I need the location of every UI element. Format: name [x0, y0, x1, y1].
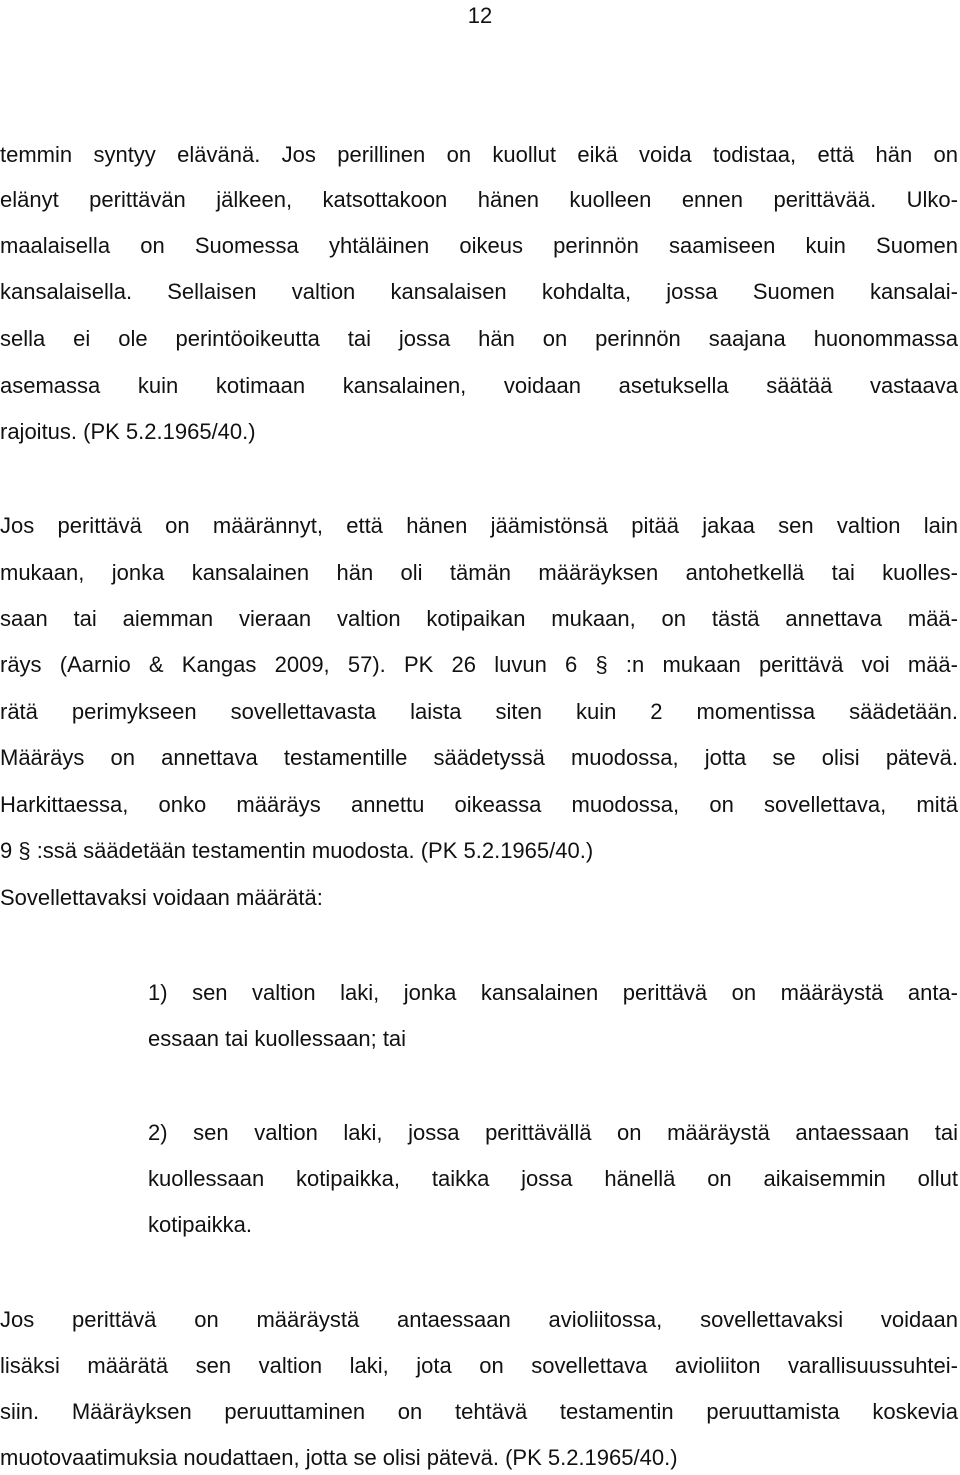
text-line: Määräys on annettava testamentille säädetyssä muodossa, jotta se olisi pätevä. [0, 745, 958, 770]
text-line: 2) sen valtion laki, jossa perittävällä on määräystä antaessaan tai [148, 1120, 958, 1145]
text-line: räys (Aarnio & Kangas 2009, 57). PK 26 luvun 6 § :n mukaan perittävä voi mää- [0, 652, 958, 677]
text-line: kansalaisella. Sellaisen valtion kansalaisen kohdalta, jossa Suomen kansalai- [0, 279, 958, 304]
text-line: siin. Määräyksen peruuttaminen on tehtävä testamentin peruuttamista koskevia [0, 1399, 958, 1424]
text-line: Sovellettavaksi voidaan määrätä: [0, 885, 323, 910]
text-line: 1) sen valtion laki, jonka kansalainen perittävä on määräystä anta- [148, 980, 958, 1005]
text-line: mukaan, jonka kansalainen hän oli tämän määräyksen antohetkellä tai kuolles- [0, 560, 958, 585]
text-line: elänyt perittävän jälkeen, katsottakoon hänen kuolleen ennen perittävää. Ulko- [0, 187, 958, 212]
text-line: Jos perittävä on määräystä antaessaan avioliitossa, sovellettavaksi voidaan [0, 1307, 958, 1332]
text-line: rätä perimykseen sovellettavasta laista siten kuin 2 momentissa säädetään. [0, 699, 958, 724]
text-line: kotipaikka. [148, 1212, 252, 1237]
text-line: muotovaatimuksia noudattaen, jotta se olisi pätevä. (PK 5.2.1965/40.) [0, 1445, 678, 1470]
text-line: 9 § :ssä säädetään testamentin muodosta. (PK 5.2.1965/40.) [0, 838, 594, 863]
page-number: 12 [467, 3, 493, 28]
text-line: essaan tai kuollessaan; tai [148, 1026, 407, 1051]
text-line: maalaisella on Suomessa yhtäläinen oikeus perinnön saamiseen kuin Suomen [0, 233, 958, 258]
text-line: rajoitus. (PK 5.2.1965/40.) [0, 419, 256, 444]
text-line: saan tai aiemman vieraan valtion kotipaikan mukaan, on tästä annettava mää- [0, 606, 958, 631]
text-line: asemassa kuin kotimaan kansalainen, voidaan asetuksella säätää vastaava [0, 373, 958, 398]
text-line: sella ei ole perintöoikeutta tai jossa hän on perinnön saajana huonommassa [0, 326, 958, 351]
text-line: lisäksi määrätä sen valtion laki, jota on sovellettava avioliiton varallisuussuhtei- [0, 1353, 958, 1378]
text-line: Jos perittävä on määrännyt, että hänen jäämistönsä pitää jakaa sen valtion lain [0, 513, 958, 538]
text-line: kuollessaan kotipaikka, taikka jossa hänellä on aikaisemmin ollut [148, 1166, 958, 1191]
text-line: temmin syntyy elävänä. Jos perillinen on kuollut eikä voida todistaa, että hän on [0, 142, 958, 167]
text-line: Harkittaessa, onko määräys annettu oikeassa muodossa, on sovellettava, mitä [0, 792, 958, 817]
